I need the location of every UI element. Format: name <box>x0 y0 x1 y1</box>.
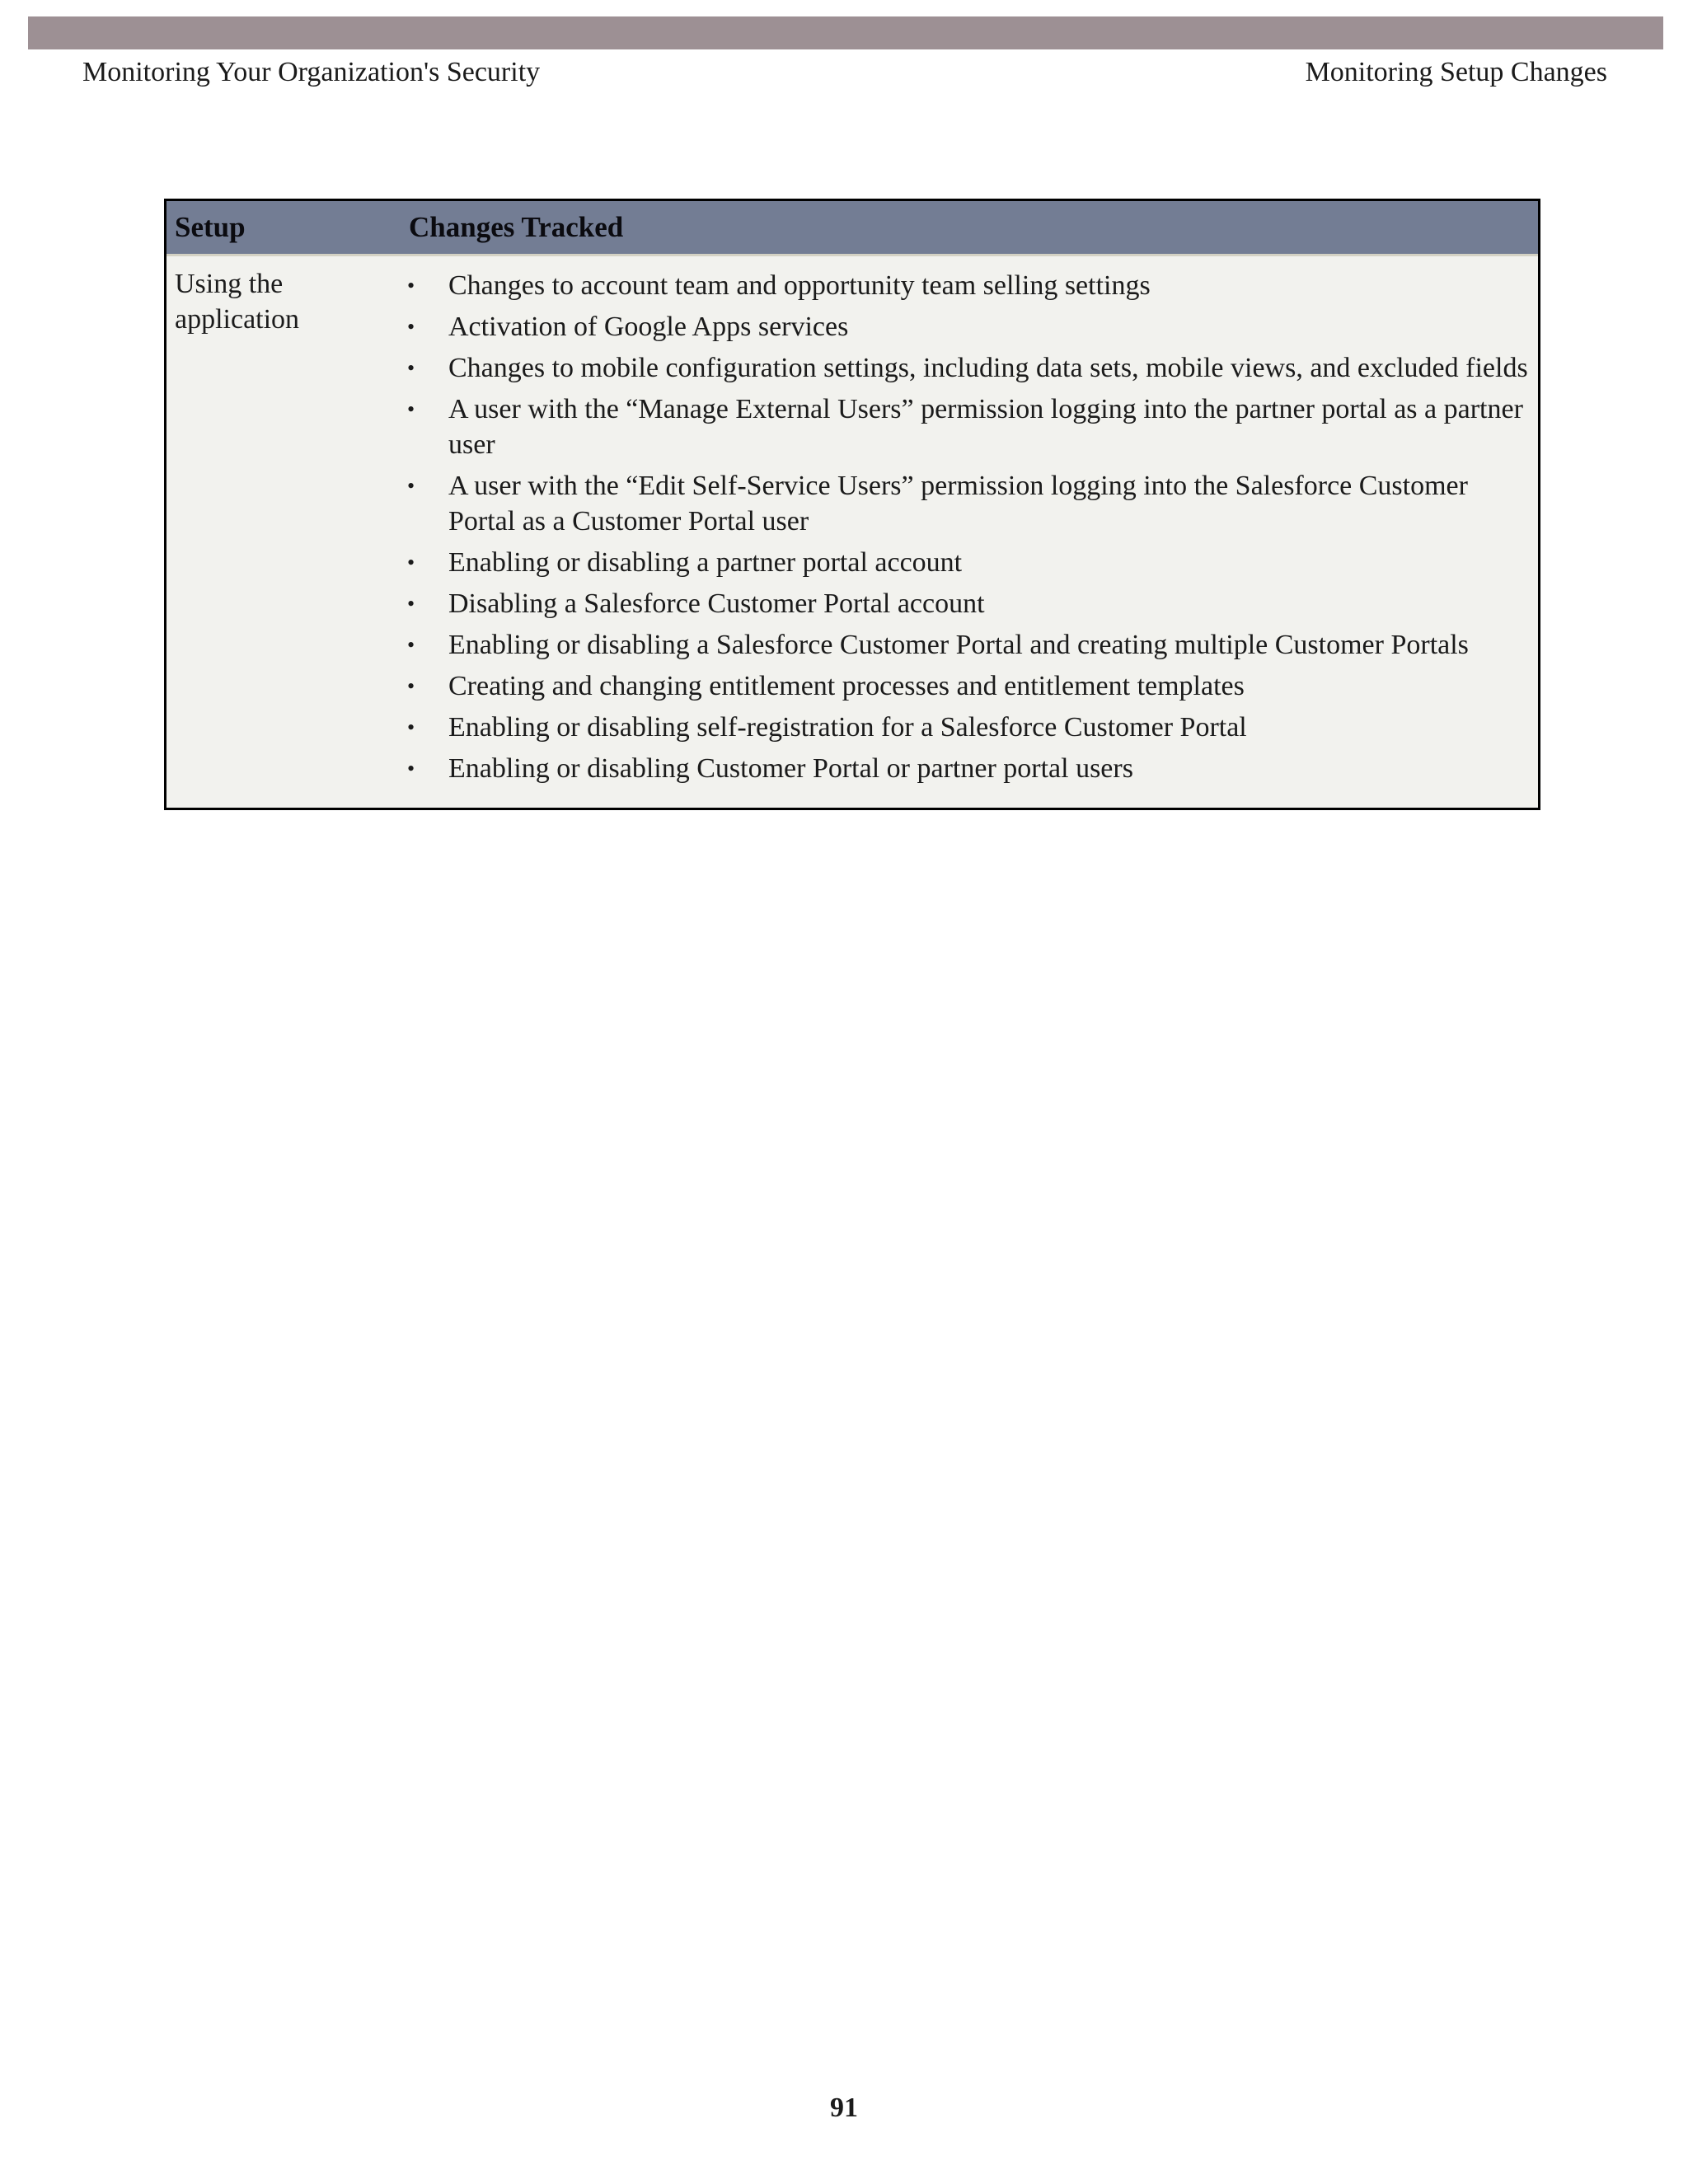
column-header-setup: Setup <box>175 211 246 243</box>
list-item: • Enabling or disabling a Salesforce Customer Portal and creating multiple Customer Portals <box>394 627 1531 663</box>
list-item: • Disabling a Salesforce Customer Portal account <box>394 586 1531 621</box>
list-item: • A user with the “Manage External Users” permission logging into the partner portal as a partner user <box>394 391 1531 462</box>
table-header-row <box>166 201 1538 256</box>
list-item: • Creating and changing entitlement processes and entitlement templates <box>394 668 1531 704</box>
page-number: 91 <box>830 2093 858 2123</box>
list-item: • A user with the “Edit Self-Service Users” permission logging into the Salesforce Customer Portal as a Customer Portal user <box>394 468 1531 539</box>
list-item: • Enabling or disabling a partner portal account <box>394 545 1531 580</box>
list-item: • Enabling or disabling self-registration for a Salesforce Customer Portal <box>394 710 1531 745</box>
top-band <box>28 16 1663 49</box>
list-item: • Enabling or disabling Customer Portal or partner portal users <box>394 751 1531 786</box>
chapter-title: Monitoring Your Organization's Security <box>82 57 541 87</box>
section-title: Monitoring Setup Changes <box>1305 57 1607 87</box>
running-header <box>82 53 1607 92</box>
list-item: • Changes to mobile configuration settings, including data sets, mobile views, and excluded fields <box>394 350 1531 386</box>
list-item: • Activation of Google Apps services <box>394 309 1531 344</box>
setup-cell: Using the application <box>175 269 300 335</box>
list-item: • Changes to account team and opportunity team selling settings <box>394 268 1531 303</box>
changes-list <box>394 268 1531 792</box>
column-header-changes-tracked: Changes Tracked <box>409 211 624 243</box>
changes-tracked-table <box>164 199 1540 810</box>
